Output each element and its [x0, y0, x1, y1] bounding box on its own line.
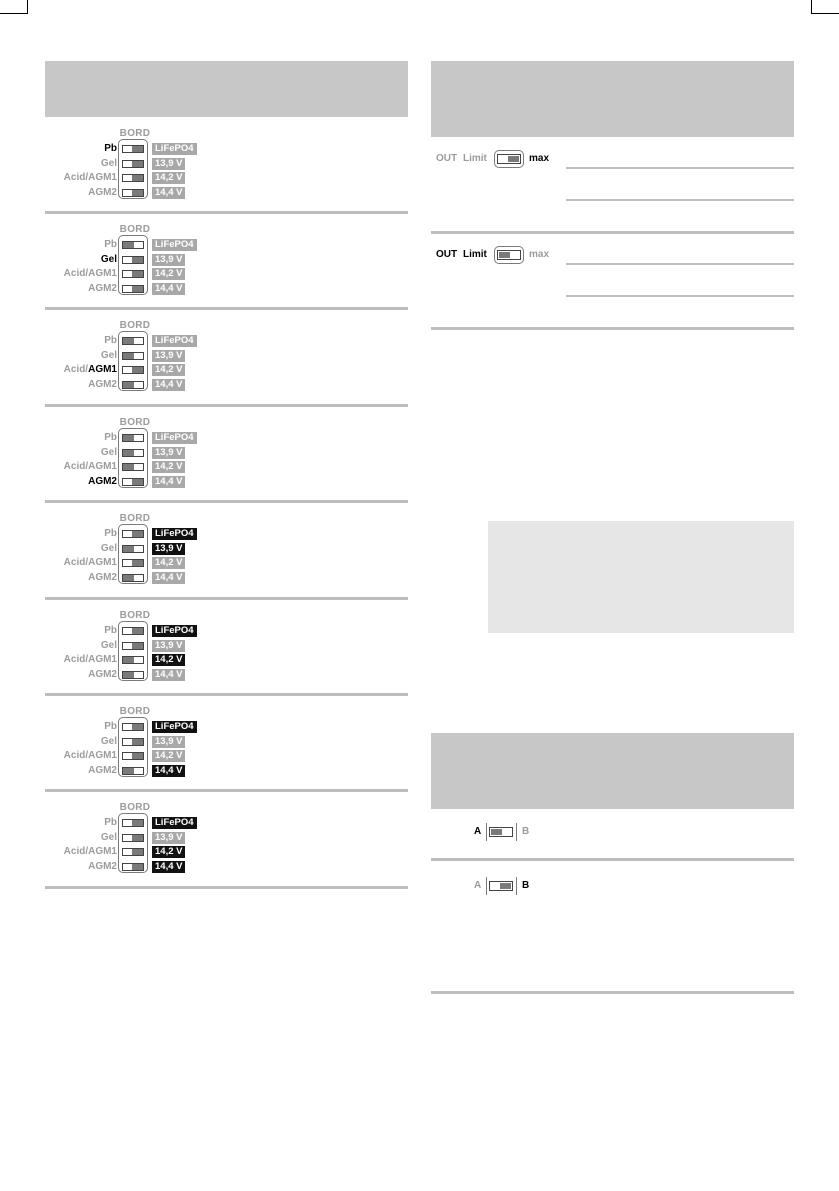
dip-switch-knob: [132, 835, 143, 841]
battery-type-label: [64, 750, 117, 764]
dip-switch-knob: [123, 546, 134, 552]
battery-type-label: [101, 350, 117, 364]
ab-switch-frame-left: [486, 877, 487, 895]
battery-type-name: AGM2: [88, 475, 117, 487]
ab-switch: [489, 881, 513, 891]
battery-type-label: [88, 861, 117, 875]
battery-type-label: [64, 654, 117, 668]
battery-type-label: [104, 625, 117, 639]
switch-row: [45, 268, 245, 282]
switch-row: [45, 143, 245, 157]
right-section-header-out-limit: [431, 61, 794, 137]
battery-type-name: Pb: [104, 432, 117, 443]
dip-switch-knob: [123, 242, 134, 248]
dip-switch-knob: [132, 271, 143, 277]
charge-value-chip: 13,9 V: [152, 736, 185, 748]
switch-row: [45, 832, 245, 846]
separator: [431, 327, 794, 330]
switch-row: [45, 364, 245, 378]
charge-value-chip: 13,9 V: [152, 640, 185, 652]
dip-switch-knob: [132, 864, 143, 870]
bord-label: BORD: [119, 513, 151, 524]
battery-type-name: Acid/AGM1: [63, 172, 117, 183]
switch-row: [45, 158, 245, 172]
bord-switch-group: [45, 320, 245, 400]
battery-type-name: Pb: [104, 143, 117, 154]
battery-type-name: Acid/AGM1: [63, 750, 117, 761]
dip-switch-knob: [132, 628, 143, 634]
separator: [45, 404, 408, 407]
ab-switch-frame-right: [516, 877, 517, 895]
battery-type-label: [104, 721, 117, 735]
charge-value-chip: LiFePO4: [152, 432, 197, 444]
out-label: OUT: [436, 153, 458, 164]
text-rule: [566, 263, 794, 265]
switch-row: [45, 254, 245, 268]
dip-switch-knob: [123, 450, 134, 456]
dip-switch-knob: [132, 531, 143, 537]
dip-switch: [122, 545, 144, 553]
switch-row: [45, 239, 245, 253]
dip-switch: [122, 463, 144, 471]
charge-value-chip: 13,9 V: [152, 543, 185, 555]
dip-switch-knob: [132, 643, 143, 649]
switch-row: [45, 379, 245, 393]
battery-type-name: AGM2: [88, 668, 117, 680]
dip-switch-knob: [123, 575, 134, 581]
battery-type-label: [101, 640, 117, 654]
battery-type-label: [88, 572, 117, 586]
dip-switch: [122, 819, 144, 827]
separator: [431, 858, 794, 861]
charge-value-chip: 14,4 V: [152, 572, 185, 584]
battery-type-name: Pb: [104, 239, 117, 250]
switch-position-b-label: B: [522, 826, 530, 837]
left-section-header: [45, 61, 408, 117]
crop-mark-top-right-vertical: [811, 0, 812, 14]
max-label: max: [529, 153, 550, 164]
right-section-header-ab: [431, 733, 794, 809]
dip-switch: [122, 863, 144, 871]
dip-switch: [122, 642, 144, 650]
text-rule: [566, 295, 794, 297]
battery-type-label: [101, 543, 117, 557]
battery-type-label: [101, 254, 117, 268]
battery-type-label: [64, 172, 117, 186]
charge-value-chip: LiFePO4: [152, 335, 197, 347]
dip-switch: [122, 627, 144, 635]
battery-type-label: [64, 364, 117, 378]
battery-type-label: [104, 528, 117, 542]
dip-switch: [122, 848, 144, 856]
charge-value-chip: 13,9 V: [152, 832, 185, 844]
battery-type-label: [101, 447, 117, 461]
text-rule: [566, 167, 794, 169]
limit-label: Limit: [463, 153, 487, 164]
charge-value-chip: 14,2 V: [152, 654, 185, 666]
bord-switch-group: [45, 128, 245, 208]
charge-value-chip: 13,9 V: [152, 350, 185, 362]
switch-row: [45, 846, 245, 860]
charge-value-chip: LiFePO4: [152, 143, 197, 155]
charge-value-chip: LiFePO4: [152, 721, 197, 733]
battery-type-name: Acid/AGM1: [63, 846, 117, 857]
switch-row: [45, 861, 245, 875]
battery-type-label: [88, 379, 117, 393]
switch-row: [45, 721, 245, 735]
separator: [45, 789, 408, 792]
bord-label: BORD: [119, 802, 151, 813]
dip-switch-knob: [132, 161, 143, 167]
battery-type-name: AGM2: [88, 764, 117, 776]
charge-value-chip: 14,4 V: [152, 669, 185, 681]
dip-switch-knob: [123, 435, 134, 441]
charge-value-chip: 13,9 V: [152, 158, 185, 170]
dip-switch: [122, 834, 144, 842]
limit-label: Limit: [463, 249, 487, 260]
dip-switch: [122, 478, 144, 486]
charge-value-chip: 14,2 V: [152, 461, 185, 473]
battery-type-label: [64, 461, 117, 475]
battery-type-prefix: Acid/: [63, 364, 89, 375]
switch-position-a-label: A: [474, 880, 482, 891]
bord-switch-group: [45, 706, 245, 786]
dip-switch: [122, 671, 144, 679]
switch-row: [45, 543, 245, 557]
ab-switch: [489, 827, 513, 837]
battery-type-name: Pb: [104, 817, 117, 828]
text-rule: [566, 199, 794, 201]
dip-switch: [122, 189, 144, 197]
charge-value-chip: 13,9 V: [152, 447, 185, 459]
dip-switch-knob: [132, 753, 143, 759]
bord-label: BORD: [119, 128, 151, 139]
dip-switch: [122, 174, 144, 182]
battery-type-name: AGM2: [88, 186, 117, 198]
dip-switch: [122, 738, 144, 746]
battery-type-label: [104, 335, 117, 349]
dip-switch-knob: [123, 672, 134, 678]
bord-switch-group: [45, 513, 245, 593]
charge-value-chip: 13,9 V: [152, 254, 185, 266]
dip-switch-knob: [123, 353, 134, 359]
charge-value-chip: 14,2 V: [152, 750, 185, 762]
battery-type-label: [88, 187, 117, 201]
dip-switch-knob: [132, 849, 143, 855]
crop-mark-top-right: [812, 13, 839, 14]
battery-type-label: [64, 846, 117, 860]
dip-switch: [122, 256, 144, 264]
charge-value-chip: 14,2 V: [152, 268, 185, 280]
switch-position-a-label: A: [474, 826, 482, 837]
max-label: max: [529, 249, 550, 260]
switch-position-b-label: B: [522, 880, 530, 891]
dip-switch-knob: [123, 382, 134, 388]
dip-switch-knob: [132, 724, 143, 730]
battery-type-name: Gel: [100, 349, 117, 361]
charge-value-chip: LiFePO4: [152, 817, 197, 829]
dip-switch-knob: [132, 286, 143, 292]
separator: [431, 231, 794, 234]
switch-row: [45, 669, 245, 683]
charge-value-chip: 14,2 V: [152, 557, 185, 569]
out-label: OUT: [436, 249, 458, 260]
switch-row: [45, 750, 245, 764]
bord-label: BORD: [119, 417, 151, 428]
out-limit-switch: [497, 154, 521, 164]
bord-label: BORD: [119, 610, 151, 621]
switch-row: [45, 736, 245, 750]
battery-type-name: Gel: [100, 639, 117, 651]
battery-type-name: Gel: [100, 157, 117, 169]
bord-switch-group: [45, 417, 245, 497]
battery-type-name: AGM2: [88, 860, 117, 872]
crop-mark-top-left: [0, 13, 27, 14]
battery-type-label: [88, 765, 117, 779]
switch-row: [45, 172, 245, 186]
battery-type-name: AGM2: [88, 282, 117, 294]
separator: [431, 991, 794, 994]
battery-type-name: Gel: [100, 542, 117, 554]
ab-switch-knob: [491, 829, 502, 835]
battery-type-name: Acid/AGM1: [63, 654, 117, 665]
switch-row: [45, 572, 245, 586]
battery-type-label: [88, 283, 117, 297]
charge-value-chip: 14,4 V: [152, 476, 185, 488]
battery-type-label: [104, 239, 117, 253]
battery-type-label: [104, 817, 117, 831]
battery-type-name: Gel: [100, 446, 117, 458]
dip-switch-knob: [123, 464, 134, 470]
switch-row: [45, 765, 245, 779]
battery-type-label: [101, 158, 117, 172]
battery-type-name: AGM2: [88, 378, 117, 390]
dip-switch-knob: [132, 175, 143, 181]
charge-value-chip: 14,4 V: [152, 379, 185, 391]
battery-type-name: Gel: [100, 831, 117, 843]
switch-row: [45, 350, 245, 364]
dip-switch: [122, 145, 144, 153]
battery-type-label: [64, 268, 117, 282]
charge-value-chip: LiFePO4: [152, 239, 197, 251]
dip-switch-knob: [132, 146, 143, 152]
charge-value-chip: 14,4 V: [152, 765, 185, 777]
switch-row: [45, 335, 245, 349]
battery-type-label: [104, 432, 117, 446]
battery-type-name: Gel: [100, 253, 117, 265]
switch-row: [45, 461, 245, 475]
separator: [45, 500, 408, 503]
charge-value-chip: 14,2 V: [152, 846, 185, 858]
dip-switch: [122, 574, 144, 582]
out-limit-switch-knob: [499, 252, 510, 258]
dip-switch: [122, 381, 144, 389]
switch-row: [45, 625, 245, 639]
battery-type-name: AGM2: [88, 571, 117, 583]
charge-value-chip: 14,4 V: [152, 283, 185, 295]
battery-type-name: Pb: [104, 335, 117, 346]
bord-label: BORD: [119, 320, 151, 331]
battery-type-name: AGM1: [88, 364, 117, 375]
separator: [45, 886, 408, 889]
dip-switch: [122, 752, 144, 760]
charge-value-chip: 14,4 V: [152, 187, 185, 199]
dip-switch: [122, 241, 144, 249]
bord-label: BORD: [119, 224, 151, 235]
battery-type-label: [88, 669, 117, 683]
dip-switch: [122, 767, 144, 775]
switch-row: [45, 528, 245, 542]
switch-row: [45, 654, 245, 668]
bord-label: BORD: [119, 706, 151, 717]
dip-switch: [122, 160, 144, 168]
dip-switch: [122, 337, 144, 345]
dip-switch: [122, 449, 144, 457]
separator: [45, 307, 408, 310]
switch-row: [45, 447, 245, 461]
bord-switch-group: [45, 802, 245, 882]
dip-switch: [122, 270, 144, 278]
charge-value-chip: 14,2 V: [152, 172, 185, 184]
dip-switch-knob: [132, 479, 143, 485]
switch-row: [45, 432, 245, 446]
switch-row: [45, 187, 245, 201]
separator: [45, 597, 408, 600]
separator: [45, 693, 408, 696]
out-limit-switch: [497, 250, 521, 260]
battery-type-name: Pb: [104, 625, 117, 636]
ab-switch-frame-left: [486, 823, 487, 841]
battery-type-name: Pb: [104, 528, 117, 539]
bord-switch-group: [45, 224, 245, 304]
dip-switch: [122, 656, 144, 664]
battery-type-name: Acid/AGM1: [63, 557, 117, 568]
out-limit-switch-knob: [508, 156, 519, 162]
crop-mark-top-left-vertical: [27, 0, 28, 14]
dip-switch: [122, 530, 144, 538]
charge-value-chip: 14,4 V: [152, 861, 185, 873]
ab-switch-frame-right: [516, 823, 517, 841]
bord-switch-group: [45, 610, 245, 690]
dip-switch: [122, 352, 144, 360]
ab-switch-knob: [500, 883, 511, 889]
dip-switch: [122, 285, 144, 293]
battery-type-label: [101, 832, 117, 846]
switch-row: [45, 476, 245, 490]
charge-value-chip: 14,2 V: [152, 364, 185, 376]
battery-type-label: [88, 476, 117, 490]
switch-row: [45, 283, 245, 297]
battery-type-label: [101, 736, 117, 750]
switch-row: [45, 557, 245, 571]
dip-switch-knob: [123, 657, 134, 663]
battery-type-label: [104, 143, 117, 157]
battery-type-name: Acid/AGM1: [63, 268, 117, 279]
dip-switch-knob: [132, 560, 143, 566]
battery-type-name: Pb: [104, 721, 117, 732]
switch-row: [45, 817, 245, 831]
dip-switch-knob: [132, 367, 143, 373]
dip-switch: [122, 434, 144, 442]
dip-switch: [122, 559, 144, 567]
dip-switch-knob: [132, 190, 143, 196]
note-box: [488, 521, 794, 633]
dip-switch-knob: [123, 338, 134, 344]
dip-switch-knob: [123, 768, 134, 774]
charge-value-chip: LiFePO4: [152, 528, 197, 540]
battery-type-label: [64, 557, 117, 571]
switch-row: [45, 640, 245, 654]
separator: [45, 211, 408, 214]
dip-switch-knob: [132, 739, 143, 745]
dip-switch: [122, 366, 144, 374]
battery-type-name: Gel: [100, 735, 117, 747]
dip-switch: [122, 723, 144, 731]
charge-value-chip: LiFePO4: [152, 625, 197, 637]
battery-type-name: Acid/AGM1: [63, 461, 117, 472]
dip-switch-knob: [132, 820, 143, 826]
dip-switch-knob: [132, 257, 143, 263]
